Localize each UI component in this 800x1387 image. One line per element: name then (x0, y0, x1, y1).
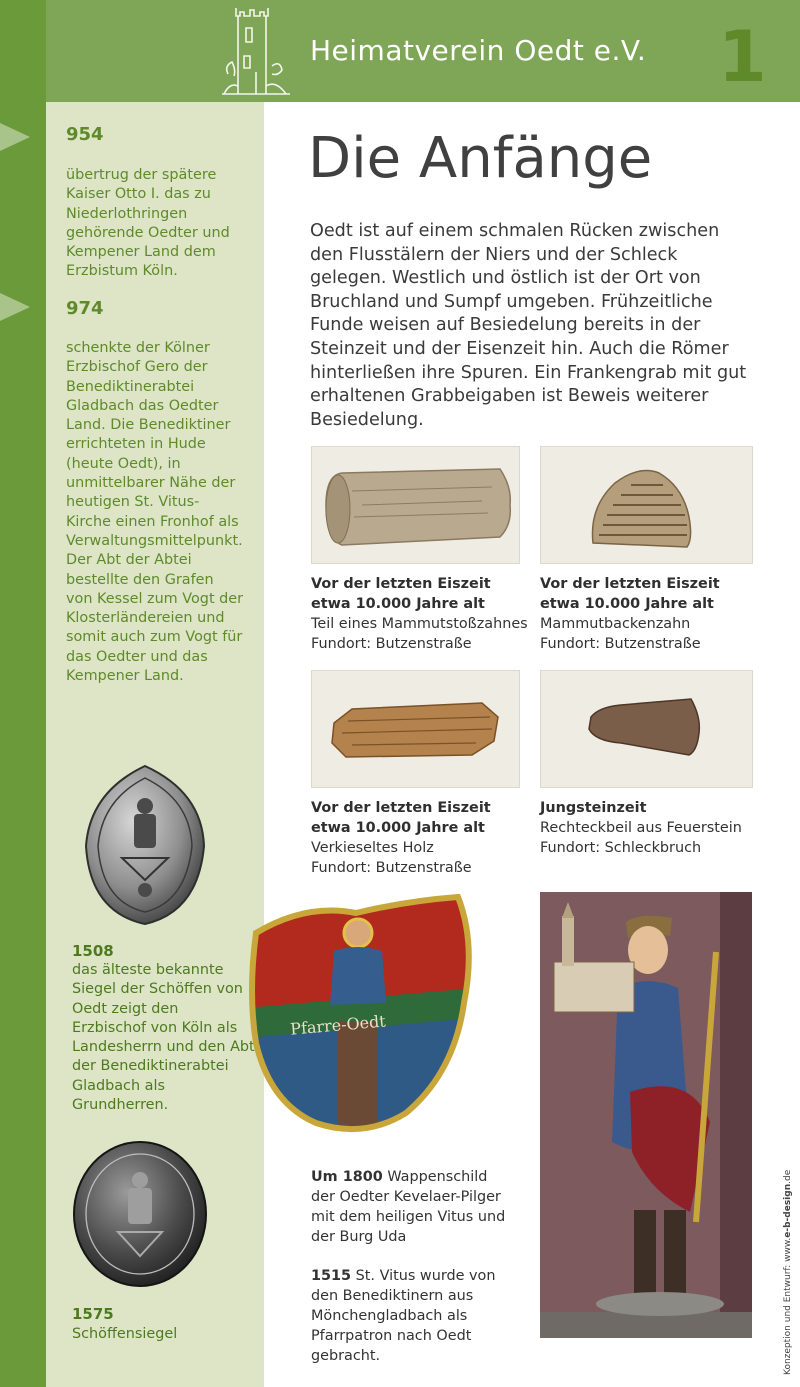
pilgrim-shield-image (246, 893, 476, 1143)
seal-1575-text: Schöffensiegel (72, 1326, 178, 1342)
vitus-text: St. Vitus wurde von den Benediktinern aus Mönchengladbach als Pfarrpatron nach Oedt gebracht. (311, 1268, 496, 1364)
credit-suffix: .de (783, 1169, 793, 1184)
find-location: Fundort: Schleckbruch (540, 840, 702, 856)
shield-text: Wappenschild der Oedter Kevelaer-Pilger mit dem heiligen Vitus und der Burg Uda (311, 1169, 506, 1245)
seal-1575-image (70, 1138, 210, 1290)
find-caption-wood (311, 798, 531, 878)
design-credit (783, 1170, 793, 1375)
find-description: Mammutbackenzahn (540, 616, 691, 632)
find-age: etwa 10.000 Jahre alt (311, 820, 485, 836)
find-photo-tusk (311, 446, 520, 564)
st-vitus-statue-photo (540, 892, 752, 1338)
shield-banner-text: Pfarre-Oedt (289, 1011, 387, 1039)
find-description: Rechteckbeil aus Feuerstein (540, 820, 742, 836)
find-period: Vor der letzten Eiszeit (540, 576, 720, 592)
find-location: Fundort: Butzenstraße (311, 636, 472, 652)
find-photo-wood (311, 670, 520, 788)
find-caption-molar (540, 574, 760, 654)
find-caption-axe (540, 798, 760, 858)
vitus-year: 1515 (311, 1268, 352, 1284)
intro-paragraph: Oedt ist auf einem schmalen Rücken zwischen den Flusstälern der Niers und der Schleck gelegen. Westlich und östlich ist der Ort von Bruchland und Sumpf umgeben. Frühzeitliche Funde weisen auf Besiedelung bereits in der Steinzeit und der Eisenzeit hin. Auch die Römer hinterließen ihre Spuren. Ein Frankengrab mit gut erhaltenen Grabbeigaben ist Beweis weiterer Besiedelung. (310, 221, 747, 430)
find-age: etwa 10.000 Jahre alt (540, 596, 714, 612)
seal-1508-text: das älteste bekannte Siegel der Schöffen von Oedt zeigt den Erzbischof von Köln als Landesherrn und den Abt der Benediktinerabtei Gladbach als Grundherren. (72, 962, 255, 1114)
find-description: Verkieseltes Holz (311, 840, 434, 856)
marker-arrow (0, 293, 30, 321)
find-photo-axe (540, 670, 753, 788)
sidebar-text: übertrug der spätere Kaiser Otto I. das zu Niederlothringen gehörende Oedter und Kempener Land dem Erzbistum Köln. (66, 167, 230, 280)
find-caption-tusk (311, 574, 531, 654)
sidebar-year: 954 (66, 124, 104, 145)
credit-brand: e-b-design (783, 1183, 793, 1238)
find-period: Vor der letzten Eiszeit (311, 800, 491, 816)
page-title: Die Anfänge (308, 126, 653, 191)
castle-tower-icon (216, 2, 296, 102)
left-color-bar (0, 0, 46, 1387)
find-period: Vor der letzten Eiszeit (311, 576, 491, 592)
sidebar-text: schenkte der Kölner Erzbischof Gero der Benediktinerabtei Gladbach das Oedter Land. Die Benediktiner errichteten in Hude (heute Oedt), in unmittelbarer Nähe der heutigen St. Vitus-Kirche einen Fronhof als Verwaltungsmittelpunkt. Der Abt der Abtei bestellte den Grafen von Kessel zum Vogt der Klosterländereien und somit auch zum Vogt für das Oedter und das Kempener Land. (66, 340, 244, 685)
shield-year: Um 1800 (311, 1169, 383, 1185)
find-location: Fundort: Butzenstraße (311, 860, 472, 876)
seal-1508-image (78, 762, 212, 928)
seal-1508-year: 1508 (72, 942, 114, 960)
header-title: Heimatverein Oedt e.V. (310, 34, 647, 67)
find-location: Fundort: Butzenstraße (540, 636, 701, 652)
credit-prefix: Konzeption und Entwurf: www. (783, 1237, 793, 1375)
find-period: Jungsteinzeit (540, 800, 647, 816)
sidebar-year: 974 (66, 298, 104, 319)
find-age: etwa 10.000 Jahre alt (311, 596, 485, 612)
vitus-caption (311, 1266, 511, 1366)
shield-caption (311, 1167, 511, 1247)
find-description: Teil eines Mammutstoßzahnes (311, 616, 528, 632)
panel-number: 1 (718, 16, 767, 98)
marker-arrow (0, 123, 30, 151)
find-photo-molar (540, 446, 753, 564)
seal-1575-year: 1575 (72, 1305, 114, 1323)
